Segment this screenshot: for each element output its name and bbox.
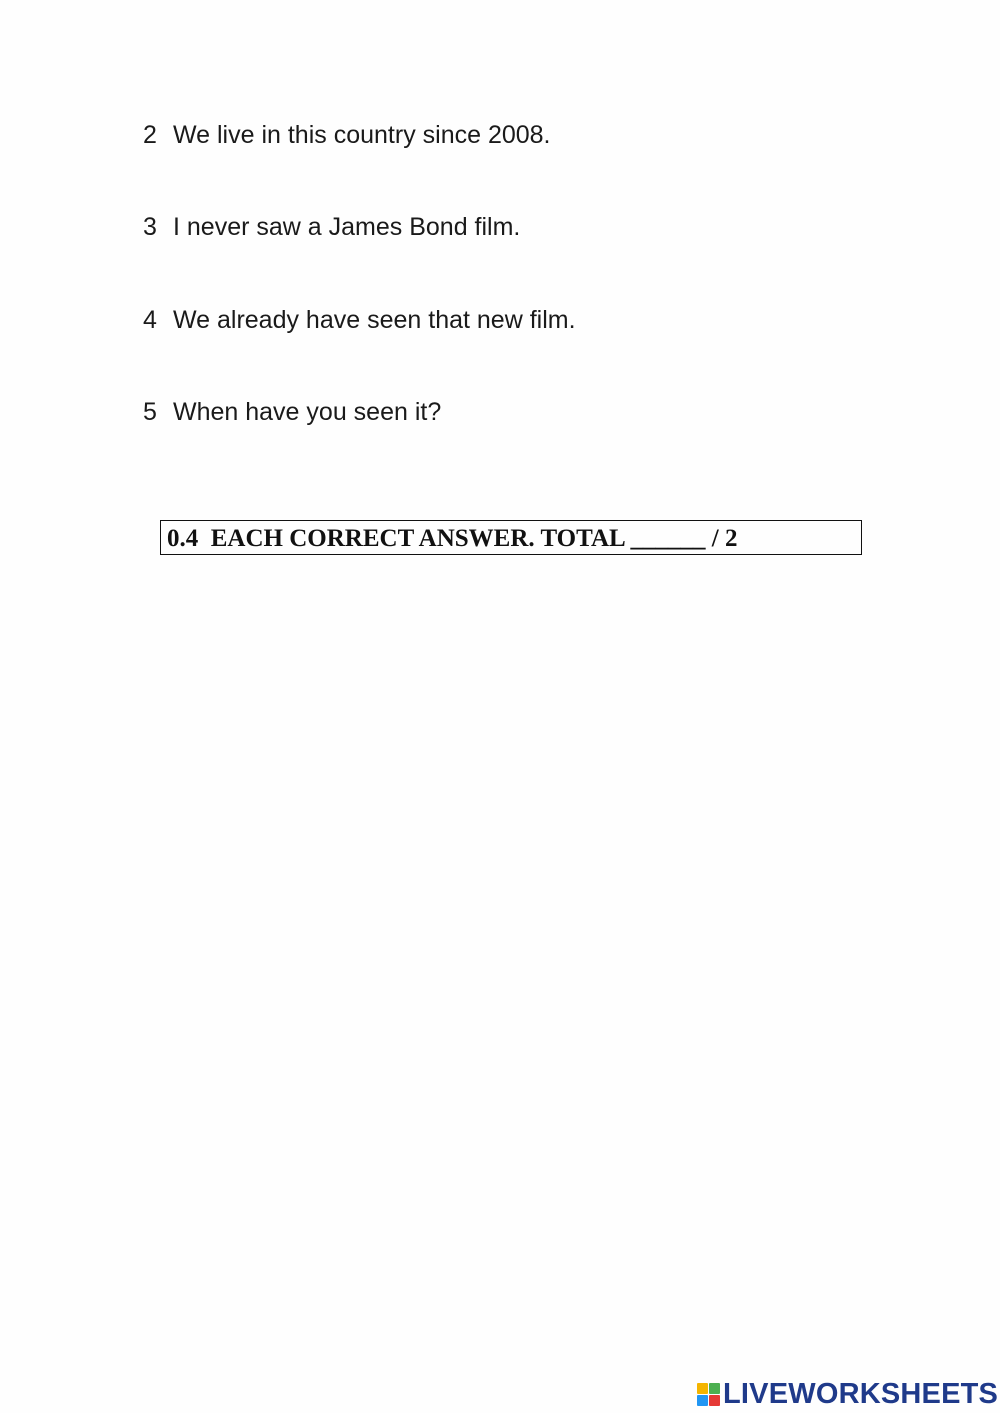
item-number: 2 <box>143 121 157 149</box>
item-number: 3 <box>143 213 157 241</box>
exercise-item <box>143 397 441 427</box>
exercise-item <box>143 305 576 335</box>
item-sentence: I never saw a James Bond film. <box>173 213 521 241</box>
exercise-item <box>143 212 520 242</box>
logo-square-red <box>709 1395 720 1406</box>
item-number: 5 <box>143 398 157 426</box>
score-box: 0.4 EACH CORRECT ANSWER. TOTAL ______ / 2 <box>160 520 862 555</box>
logo-text: LIVEWORKSHEETS <box>723 1377 999 1410</box>
logo-square-green <box>709 1383 720 1394</box>
exercise-item <box>143 120 551 150</box>
logo-square-yellow <box>697 1383 708 1394</box>
item-sentence: We live in this country since 2008. <box>173 121 551 149</box>
item-sentence: We already have seen that new film. <box>173 306 576 334</box>
logo-square-blue <box>697 1395 708 1406</box>
logo-mark-icon <box>697 1383 720 1406</box>
liveworksheets-logo <box>697 1377 998 1411</box>
item-sentence: When have you seen it? <box>173 398 442 426</box>
item-number: 4 <box>143 306 157 334</box>
